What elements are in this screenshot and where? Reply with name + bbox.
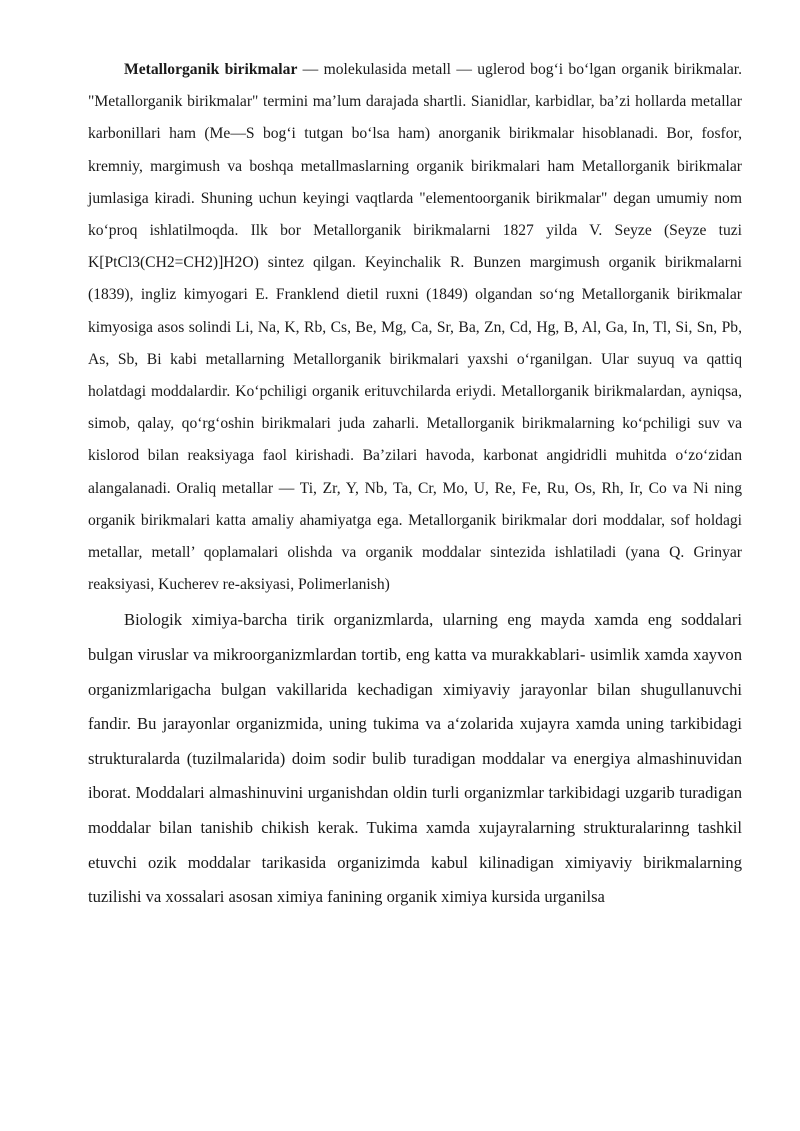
document-page bbox=[88, 54, 742, 915]
paragraph-metallorganik bbox=[88, 54, 742, 601]
term-metallorganik-birikmalar: Metallorganik birikmalar bbox=[124, 61, 298, 78]
paragraph-biologik-ximiya: Biologik ximiya-barcha tirik organizmlarda, ularning eng mayda xamda eng soddalari bulgan viruslar va mikroorganizmlardan tortib, eng katta va murakkablari- usimlik xamda xayvon organizmlarigacha bulgan vakillarida kechadigan ximiyaviy jarayonlar bilan shugullanuvchi fandir. Bu jarayonlar organizmida, uning tukima va a‘zolarida xujayra xamda uning tarkibidagi strukturalarda (tuzilmalarida) doim sodir bulib turadigan moddalar va energiya almashinuvidan iborat. Moddalari almashinuvini urganishdan oldin turli organizmlar tarkibidagi uzgarib turadigan moddalar bilan tanishib chikish kerak. Tukima xamda xujayralarning strukturalarinng tashkil etuvchi ozik moddalar tarikasida organizimda kabul kilinadigan ximiyaviy birikmalarning tuzilishi va xossalari asosan ximiya fanining organik ximiya kursida urganilsa bbox=[88, 610, 742, 907]
paragraph-metallorganik-text: — molekulasida metall — uglerod bog‘i bo‘lgan organik birikmalar. "Metallorganik birikmalar" termini ma’lum darajada shartli. Sianidlar, karbidlar, ba’zi hollarda metallar karbonillari ham (Me—S bog‘i tutgan bo‘lsa ham) anorganik birikmalar hisoblanadi. Bor, fosfor, kremniy, margimush va boshqa metallmaslarning organik birikmalari ham Metallorganik birikmalar jumlasiga kiradi. Shuning uchun keyingi vaqtlarda "elementoorganik birikmalar" degan umumiy nom ko‘proq ishlatilmoqda. Ilk bor Metallorganik birikmalarni 1827 yilda V. Seyze (Seyze tuzi K[PtCl3(CH2=CH2)]H2O) sintez qilgan. Keyinchalik R. Bunzen margimush organik birikmalarni (1839), ingliz kimyogari E. Franklend dietil ruxni (1849) olgandan so‘ng Metallorganik birikmalar kimyosiga asos solindi Li, Na, K, Rb, Cs, Be, Mg, Ca, Sr, Ba, Zn, Cd, Hg, B, Al, Ga, In, Tl, Si, Sn, Pb, As, Sb, Bi kabi metallarning Metallorganik birikmalari yaxshi o‘rganilgan. Ular suyuq va qattiq holatdagi moddalardir. Ko‘pchiligi organik erituvchilarda eriydi. Metallorganik birikmalardan, ayniqsa, simob, qalay, qo‘rg‘oshin birikmalari juda zaharli. Metallorganik birikmalarning ko‘pchiligi suv va kislorod bilan reaksiyaga faol kirishadi. Ba’zilari havoda, karbonat angidridli muhitda o‘zo‘zidan alangalanadi. Oraliq metallar — Ti, Zr, Y, Nb, Ta, Cr, Mo, U, Re, Fe, Ru, Os, Rh, Ir, Co va Ni ning organik birikmalari katta amaliy ahamiyatga ega. Metallorganik birikmalar dori moddalar, sof holdagi metallar, metall’ qoplamalari olishda va organik moddalar sintezida ishlatiladi (yana Q. Grinyar reaksiyasi, Kucherev re-aksiyasi, Polimerlanish) bbox=[88, 61, 742, 594]
